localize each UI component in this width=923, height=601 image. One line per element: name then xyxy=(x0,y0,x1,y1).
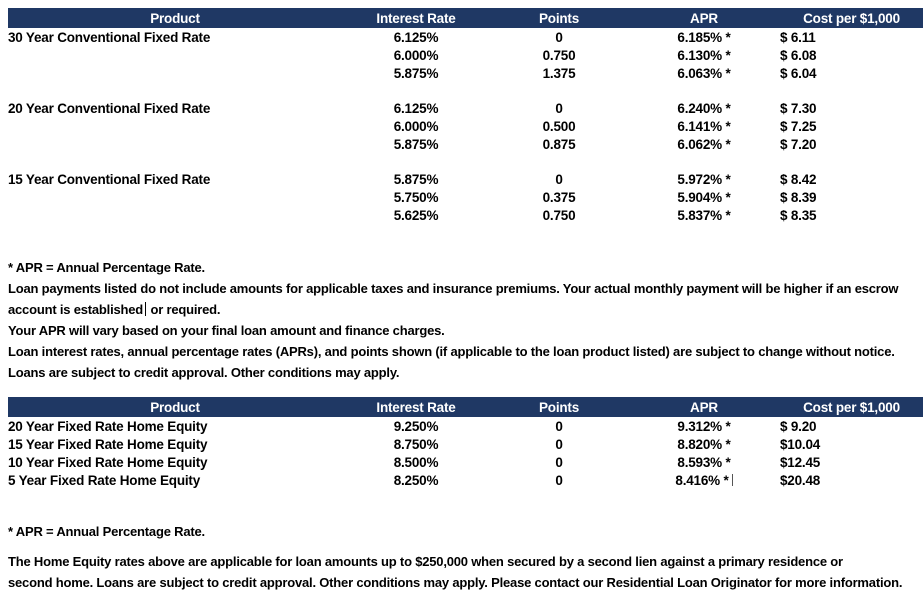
rate-row xyxy=(8,64,923,82)
rate-row xyxy=(8,170,923,188)
cell-interest-rate: 6.125% xyxy=(393,29,439,45)
note-credit-approval: Loans are subject to credit approval. Other conditions may apply. xyxy=(8,365,400,380)
cell-product: 5 Year Fixed Rate Home Equity xyxy=(8,472,201,488)
rate-row xyxy=(8,188,923,206)
cell-apr: 8.416% * xyxy=(628,471,780,489)
rate-row xyxy=(8,206,923,224)
spacer-row xyxy=(8,153,923,170)
column-header-cost-per-1000: Cost per $1,000 xyxy=(780,8,923,28)
cell-apr: 6.185% * xyxy=(677,29,731,45)
cell-points: 0 xyxy=(555,171,563,187)
cell-product xyxy=(8,188,342,206)
cell-product: 20 Year Fixed Rate Home Equity xyxy=(8,418,208,434)
column-header-product: Product xyxy=(8,8,342,28)
cell-product: 20 Year Conventional Fixed Rate xyxy=(8,100,211,116)
note-escrow-after-cursor: or required. xyxy=(147,302,221,317)
cell-interest-rate: 8.500% xyxy=(393,454,439,470)
note-escrow-line1: Loan payments listed do not include amounts for applicable taxes and insurance premiums. Your actual monthly payment will be higher if an escrow xyxy=(8,281,899,296)
cell-cost-per-1000: $ 9.20 xyxy=(780,418,817,434)
cell-product: 10 Year Fixed Rate Home Equity xyxy=(8,454,208,470)
home-equity-rates-table xyxy=(8,397,923,489)
cell-apr: 5.904% * xyxy=(677,189,731,205)
text-cursor xyxy=(145,302,146,316)
cell-cost-per-1000: $ 6.11 xyxy=(780,29,816,45)
cell-points: 0 xyxy=(555,418,563,434)
cell-apr: 6.240% * xyxy=(677,100,731,116)
mortgage-rates-table xyxy=(8,8,923,224)
cell-apr: 8.593% * xyxy=(677,454,731,470)
note-apr-definition: * APR = Annual Percentage Rate. xyxy=(8,524,205,539)
note-escrow-line2 xyxy=(8,299,915,320)
cell-points: 1.375 xyxy=(542,65,576,81)
cell-product xyxy=(8,46,342,64)
rate-row xyxy=(8,453,923,471)
cell-apr: 5.972% * xyxy=(677,171,731,187)
cell-product xyxy=(8,135,342,153)
cell-cost-per-1000: $ 8.39 xyxy=(780,189,817,205)
column-header-points: Points xyxy=(490,397,628,417)
rate-row xyxy=(8,99,923,117)
cell-points: 0 xyxy=(555,454,563,470)
cell-apr: 8.820% * xyxy=(677,436,731,452)
cell-cost-per-1000: $ 6.08 xyxy=(780,47,817,63)
column-header-cost-per-1000: Cost per $1,000 xyxy=(780,397,923,417)
home-equity-table-body xyxy=(8,417,923,489)
column-header-interest-rate: Interest Rate xyxy=(342,397,490,417)
column-header-apr: APR xyxy=(628,397,780,417)
cell-interest-rate: 8.750% xyxy=(393,436,439,452)
cell-product: 15 Year Conventional Fixed Rate xyxy=(8,171,211,187)
cell-product xyxy=(8,64,342,82)
cell-apr: 6.063% * xyxy=(677,65,731,81)
column-header-points: Points xyxy=(490,8,628,28)
spacer-row xyxy=(8,82,923,99)
cell-cost-per-1000: $ 7.20 xyxy=(780,136,817,152)
rate-row xyxy=(8,135,923,153)
column-header-product: Product xyxy=(8,397,342,417)
cell-points: 0.875 xyxy=(542,136,576,152)
cell-apr: 6.062% * xyxy=(677,136,731,152)
column-header-apr: APR xyxy=(628,8,780,28)
note-change-notice: Loan interest rates, annual percentage rates (APRs), and points shown (if applicable to the loan product listed) are subject to change without notice. xyxy=(8,344,895,359)
cell-cost-per-1000: $10.04 xyxy=(780,436,821,452)
note-equity-line2: second home. Loans are subject to credit approval. Other conditions may apply. Please contact our Residential Loan Originator for more information. xyxy=(8,575,903,590)
mortgage-notes xyxy=(8,257,915,383)
rate-row xyxy=(8,117,923,135)
cell-cost-per-1000: $12.45 xyxy=(780,454,821,470)
note-apr-vary: Your APR will vary based on your final loan amount and finance charges. xyxy=(8,323,445,338)
cell-interest-rate: 5.875% xyxy=(393,171,439,187)
mortgage-table-header-row xyxy=(8,8,923,28)
rate-row xyxy=(8,28,923,46)
cell-interest-rate: 5.750% xyxy=(393,189,439,205)
cell-points: 0.750 xyxy=(542,47,576,63)
rate-row xyxy=(8,46,923,64)
cell-points: 0 xyxy=(555,472,563,488)
cell-points: 0.500 xyxy=(542,118,576,134)
rate-row xyxy=(8,471,923,489)
text-cursor xyxy=(732,474,733,486)
cell-cost-per-1000: $ 6.04 xyxy=(780,65,817,81)
cell-points: 0 xyxy=(555,29,563,45)
cell-interest-rate: 6.000% xyxy=(393,118,439,134)
cell-interest-rate: 5.875% xyxy=(393,136,439,152)
cell-interest-rate: 6.125% xyxy=(393,100,439,116)
cell-cost-per-1000: $ 8.42 xyxy=(780,171,817,187)
home-equity-notes xyxy=(8,521,915,593)
cell-points: 0 xyxy=(555,436,563,452)
cell-points: 0 xyxy=(555,100,563,116)
cell-interest-rate: 6.000% xyxy=(393,47,439,63)
cell-product xyxy=(8,206,342,224)
cell-product: 15 Year Fixed Rate Home Equity xyxy=(8,436,208,452)
cell-cost-per-1000: $ 7.25 xyxy=(780,118,817,134)
column-header-interest-rate: Interest Rate xyxy=(342,8,490,28)
cell-cost-per-1000: $ 7.30 xyxy=(780,100,817,116)
cell-product: 30 Year Conventional Fixed Rate xyxy=(8,29,211,45)
cell-interest-rate: 5.875% xyxy=(393,65,439,81)
cell-apr: 6.130% * xyxy=(677,47,731,63)
cell-apr: 9.312% * xyxy=(677,418,731,434)
cell-interest-rate: 5.625% xyxy=(393,207,439,223)
cell-cost-per-1000: $ 8.35 xyxy=(780,207,817,223)
note-escrow-before-cursor: account is established xyxy=(8,302,144,317)
rate-row xyxy=(8,435,923,453)
mortgage-table-body xyxy=(8,28,923,224)
note-apr-definition: * APR = Annual Percentage Rate. xyxy=(8,260,205,275)
rate-row xyxy=(8,417,923,435)
cell-points: 0.375 xyxy=(542,189,576,205)
cell-product xyxy=(8,117,342,135)
home-equity-table-header-row xyxy=(8,397,923,417)
cell-apr: 5.837% * xyxy=(677,207,731,223)
cell-apr: 6.141% * xyxy=(677,118,731,134)
spacer-cell xyxy=(8,82,923,99)
note-equity-line1: The Home Equity rates above are applicable for loan amounts up to $250,000 when secured by a second lien against a primary residence or xyxy=(8,554,843,569)
spacer-cell xyxy=(8,153,923,170)
cell-points: 0.750 xyxy=(542,207,576,223)
cell-interest-rate: 8.250% xyxy=(393,472,439,488)
cell-interest-rate: 9.250% xyxy=(393,418,439,434)
cell-cost-per-1000: $20.48 xyxy=(780,472,821,488)
